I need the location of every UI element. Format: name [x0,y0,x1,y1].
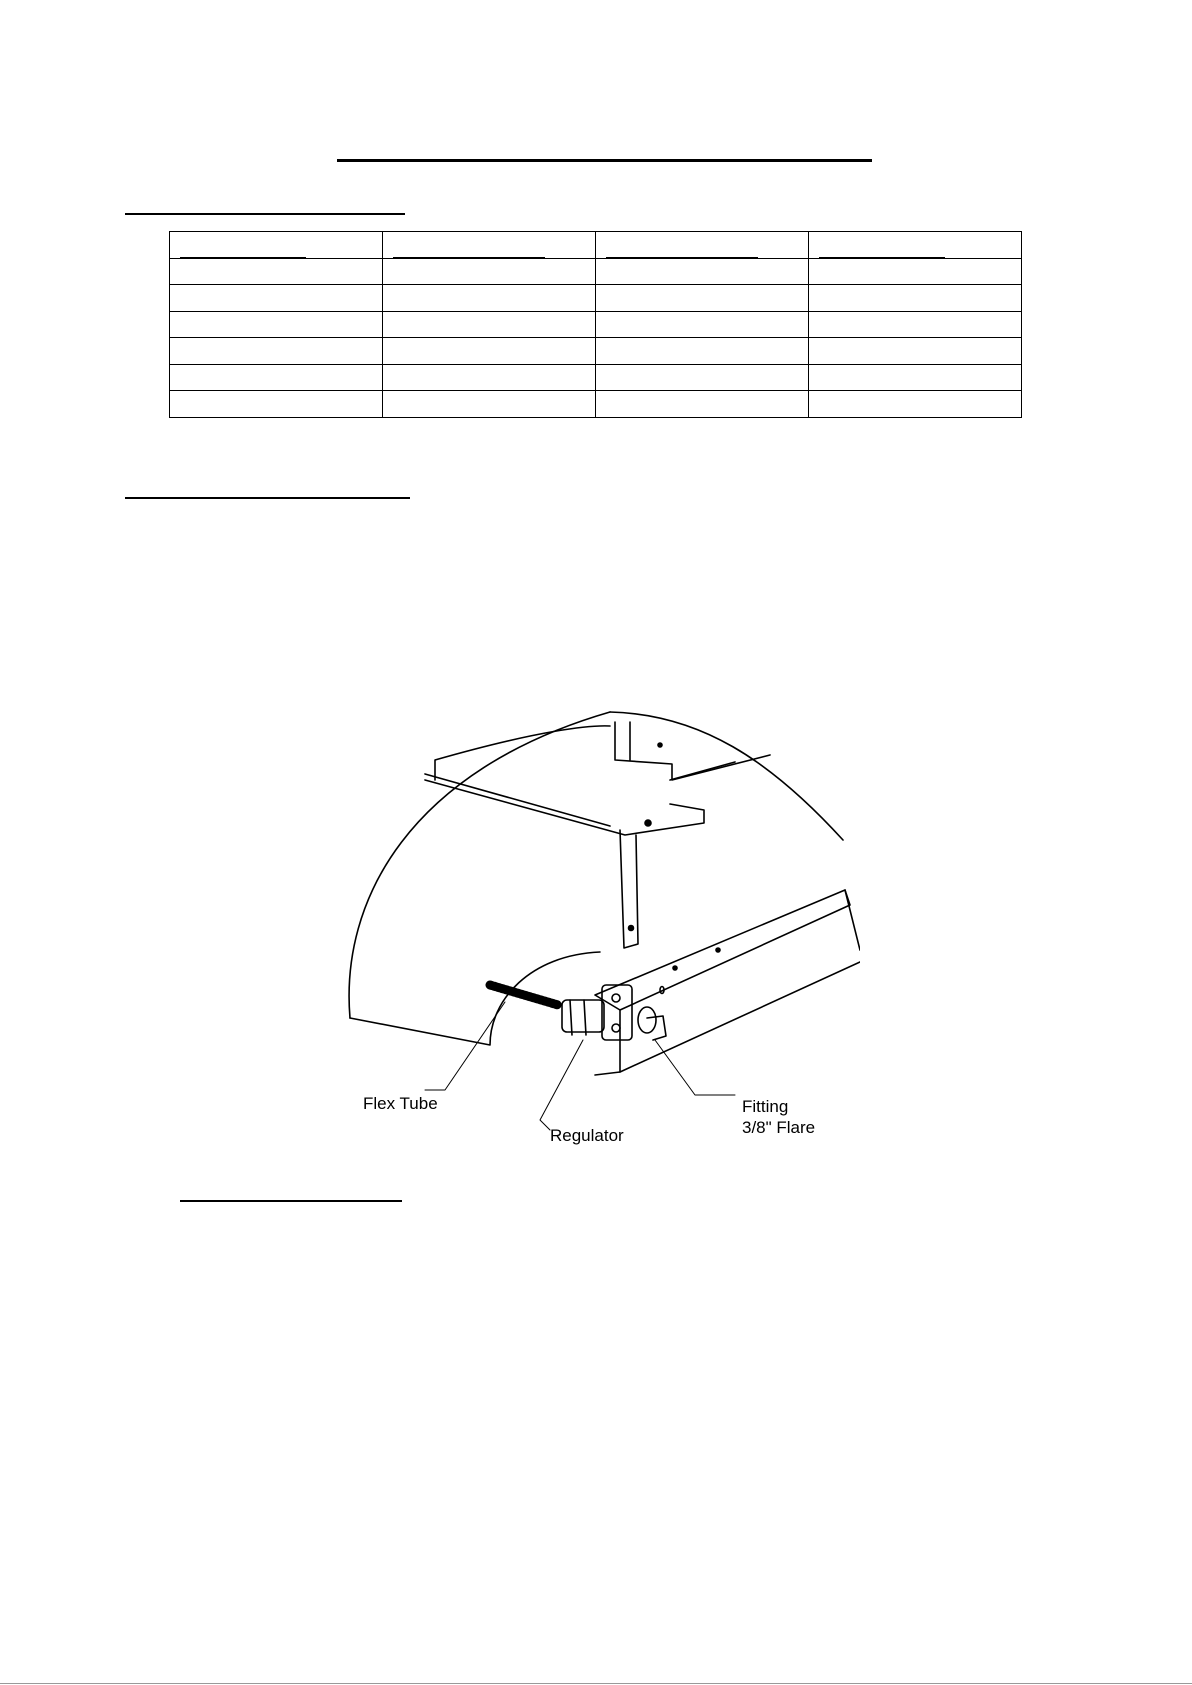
section-heading-underline [180,1200,402,1202]
table-header-cell [383,232,596,259]
regulator-body [562,1000,604,1032]
manifold-rail [595,890,850,1010]
section-heading-underline [125,213,405,215]
gas-connection-illustration [340,700,860,1150]
table-row [170,364,1022,391]
flex-tube-label: Flex Tube [363,1094,438,1113]
table-header-row [170,232,1022,259]
table-row [170,285,1022,312]
table-header-cell [170,232,383,259]
top-frame [425,780,704,835]
section-heading-underline [125,497,410,499]
page-bottom-edge [0,1683,1192,1684]
table-row [170,338,1022,365]
fitting-size-label: 3/8" Flare [742,1118,816,1137]
spec-table [169,231,1022,418]
fitting [638,1007,656,1033]
fitting-leader [655,1040,735,1095]
table-row [170,311,1022,338]
table-row [170,391,1022,418]
fitting-label: Fitting [742,1097,789,1116]
title-underline [337,159,872,162]
flex-tube [490,985,558,1005]
flex-tube-leader [425,1002,505,1090]
table-header-cell [596,232,809,259]
table-row [170,258,1022,285]
regulator-label: Regulator [550,1126,624,1145]
table-header-cell [809,232,1022,259]
detail-arc-outline [349,712,610,1018]
regulator-leader [540,1040,583,1130]
